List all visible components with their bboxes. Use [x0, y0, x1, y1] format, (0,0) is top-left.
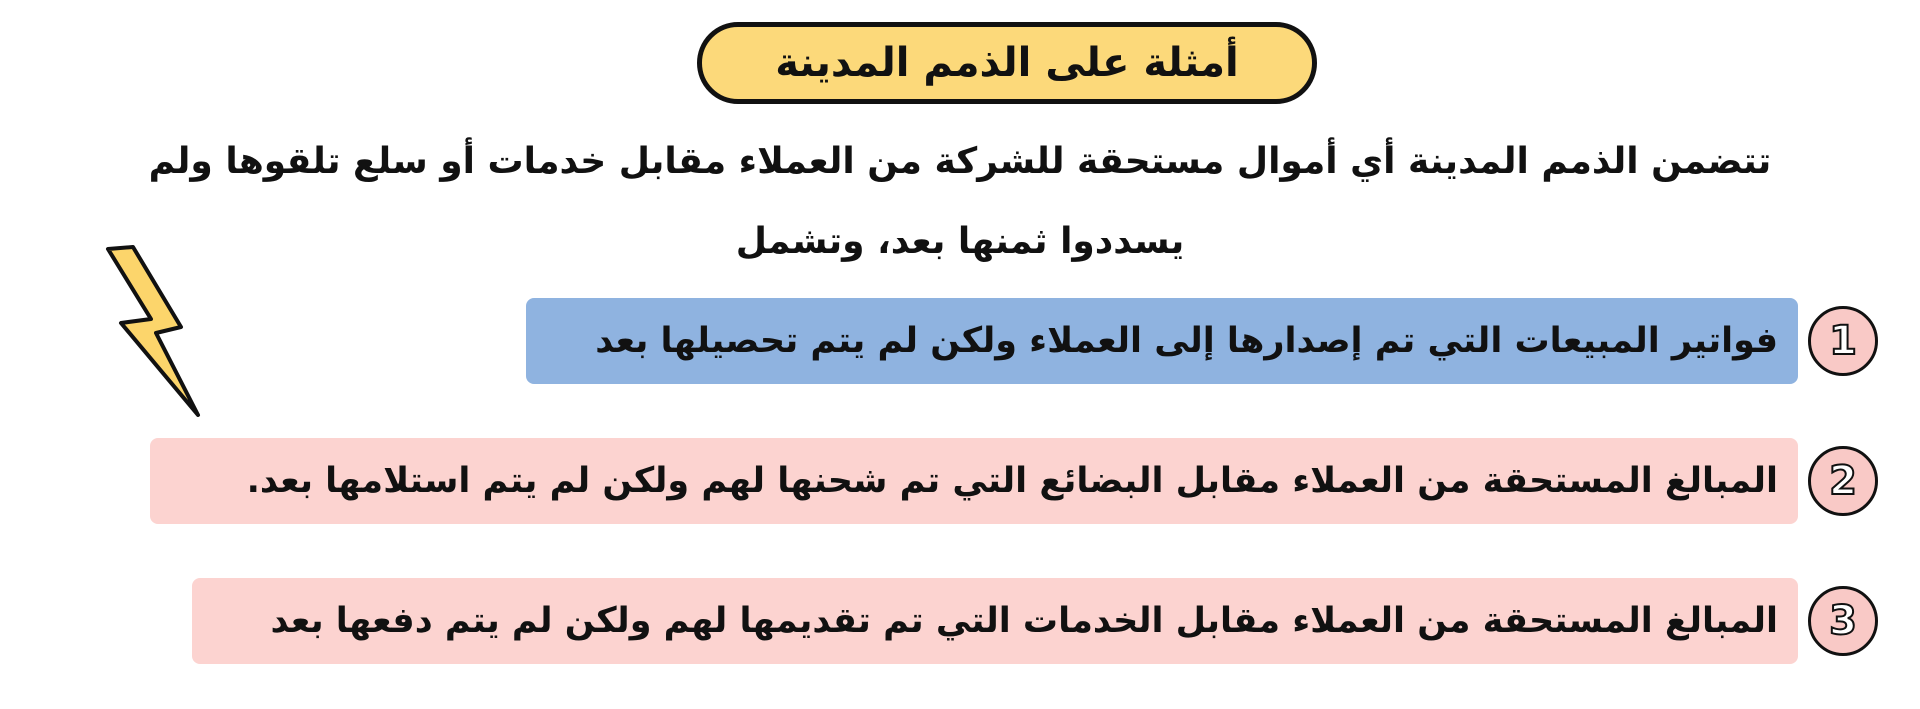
number-badge-label: 1 — [1829, 318, 1857, 364]
list-item-text: المبالغ المستحقة من العملاء مقابل البضائع التي تم شحنها لهم ولكن لم يتم استلامها بعد. — [246, 461, 1778, 501]
intro-line-1: تتضمن الذمم المدينة أي أموال مستحقة للشركة من العملاء مقابل خدمات أو سلع تلقوها ولم — [148, 141, 1772, 182]
intro-paragraph — [90, 122, 1830, 282]
number-badge — [1808, 586, 1878, 656]
list-item-text: المبالغ المستحقة من العملاء مقابل الخدمات التي تم تقديمها لهم ولكن لم يتم دفعها بعد — [270, 601, 1778, 641]
number-badge-label: 3 — [1829, 598, 1857, 644]
number-badge-label: 2 — [1829, 458, 1857, 504]
lightning-bolt-icon — [95, 245, 210, 420]
list-item-text: فواتير المبيعات التي تم إصدارها إلى العملاء ولكن لم يتم تحصيلها بعد — [595, 321, 1778, 361]
title-banner — [697, 22, 1317, 104]
list-item — [150, 438, 1798, 524]
number-badge — [1808, 306, 1878, 376]
list-item — [192, 578, 1798, 664]
intro-line-2: يسددوا ثمنها بعد، وتشمل — [735, 221, 1185, 262]
number-badge — [1808, 446, 1878, 516]
list-item — [526, 298, 1798, 384]
page-title: أمثلة على الذمم المدينة — [775, 40, 1239, 86]
